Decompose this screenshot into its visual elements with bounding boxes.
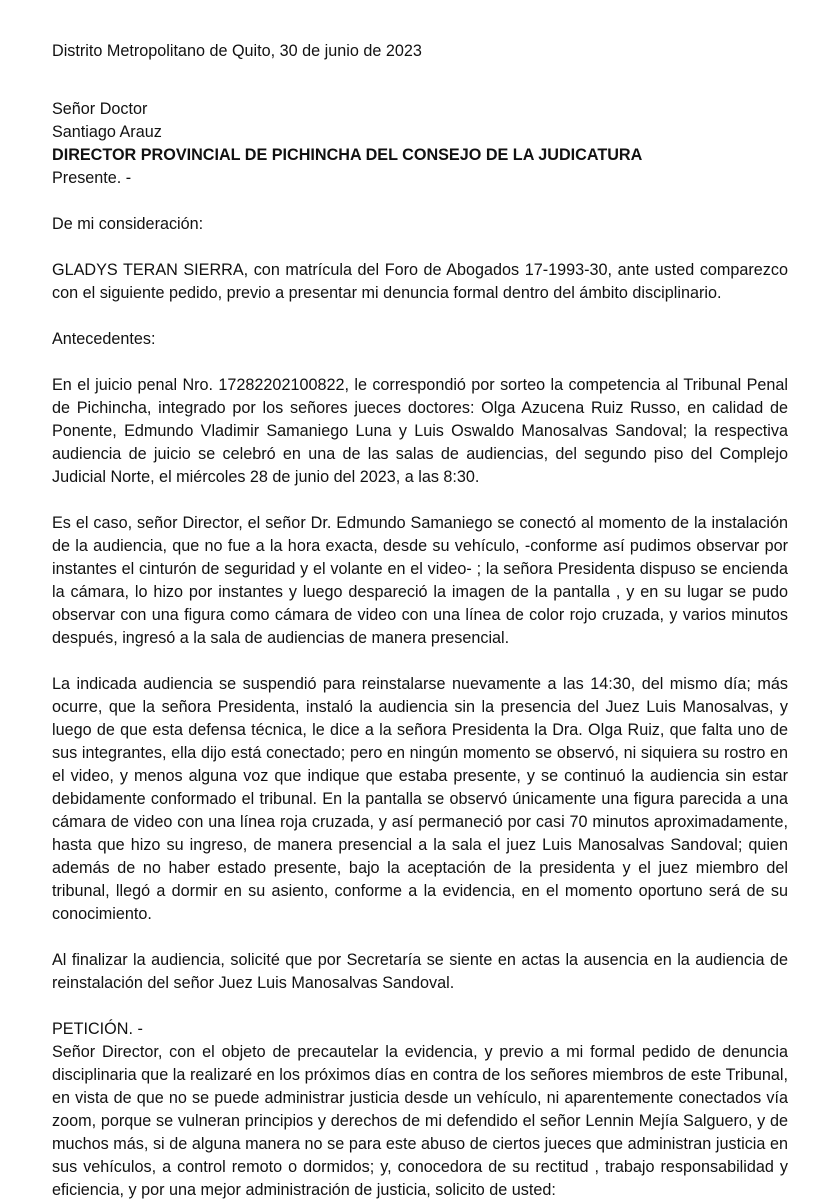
addressee-line1: Señor Doctor: [52, 100, 148, 118]
addressee-block: [52, 98, 788, 190]
addressee-presente: Presente. -: [52, 169, 132, 187]
addressee-title: DIRECTOR PROVINCIAL DE PICHINCHA DEL CONSEJO DE LA JUDICATURA: [52, 146, 643, 164]
salutation: De mi consideración:: [52, 215, 204, 233]
peticion-heading: PETICIÓN. -: [52, 1020, 143, 1038]
paragraph-1: En el juicio penal Nro. 17282202100822, le correspondió por sorteo la competencia al Tribunal Penal de Pichincha, integrado por los señores jueces doctores: Olga Azucena Ruiz Russo, en calidad de Ponente, Edmundo Vladimir Samaniego Luna y Luis Oswaldo Manosalvas Sandoval; la respectiva audiencia de juicio se celebró en una de las salas de audiencias, del segundo piso del Complejo Judicial Norte, el miércoles 28 de junio del 2023, a las 8:30.: [52, 376, 788, 486]
date-line: Distrito Metropolitano de Quito, 30 de junio de 2023: [52, 42, 422, 60]
paragraph-3: La indicada audiencia se suspendió para reinstalarse nuevamente a las 14:30, del mismo día; más ocurre, que la señora Presidenta, instaló la audiencia sin la presencia del Juez Luis Manosalvas, y luego de que esta defensa técnica, le dice a la señora Presidenta la Dra. Olga Ruiz, que falta uno de sus integrantes, ella dijo está conectado; pero en ningún momento se observó, ni siquiera su rostro en el video, y menos alguna voz que indique que estaba presente, y se continuó la audiencia sin estar debidamente conformado el tribunal. En la pantalla se observó únicamente una figura parecida a una cámara de video con una línea roja cruzada, y así permaneció por casi 70 minutos aproximadamente, hasta que hizo su ingreso, de manera presencial a la sala el juez Luis Manosalvas Sandoval; quien además de no haber estado presente, bajo la aceptación de la presidenta y el juez miembro del tribunal, llegó a dormir en su asiento, conforme a la evidencia, en el momento oportuno será de su conocimiento.: [52, 675, 788, 923]
paragraph-2: Es el caso, señor Director, el señor Dr. Edmundo Samaniego se conectó al momento de la instalación de la audiencia, que no fue a la hora exacta, desde su vehículo, -conforme así pudimos observar por instantes el cinturón de seguridad y el volante en el video- ; la señora Presidenta dispuso se encienda la cámara, lo hizo por instantes y luego despareció la imagen de la pantalla , y en su lugar se pudo observar con una figura como cámara de video con una línea de color rojo cruzada, y varios minutos después, ingresó a la sala de audiencias de manera presencial.: [52, 514, 788, 647]
paragraph-4: Al finalizar la audiencia, solicité que por Secretaría se siente en actas la ausencia en la audiencia de reinstalación del señor Juez Luis Manosalvas Sandoval.: [52, 951, 788, 992]
peticion-paragraph: Señor Director, con el objeto de precautelar la evidencia, y previo a mi formal pedido de denuncia disciplinaria que la realizaré en los próximos días en contra de los señores miembros de este Tribunal, en vista de que no se puede administrar justicia desde un vehículo, ni aparentemente conectados vía zoom, porque se vulneran principios y derechos de mi defendido el señor Lennin Mejía Salguero, y de muchos más, si de alguna manera no se para este abuso de ciertos jueces que administran justicia en sus vehículos, a control remoto o dormidos; y, conocedora de su rectitud , trabajo responsabilidad y eficiencia, y por una mejor administración de justicia, solicito de usted:: [52, 1043, 788, 1199]
addressee-name: Santiago Arauz: [52, 123, 162, 141]
intro-paragraph: GLADYS TERAN SIERRA, con matrícula del Foro de Abogados 17-1993-30, ante usted comparezco con el siguiente pedido, previo a presentar mi denuncia formal dentro del ámbito disciplinario.: [52, 261, 788, 302]
antecedentes-heading: Antecedentes:: [52, 330, 156, 348]
